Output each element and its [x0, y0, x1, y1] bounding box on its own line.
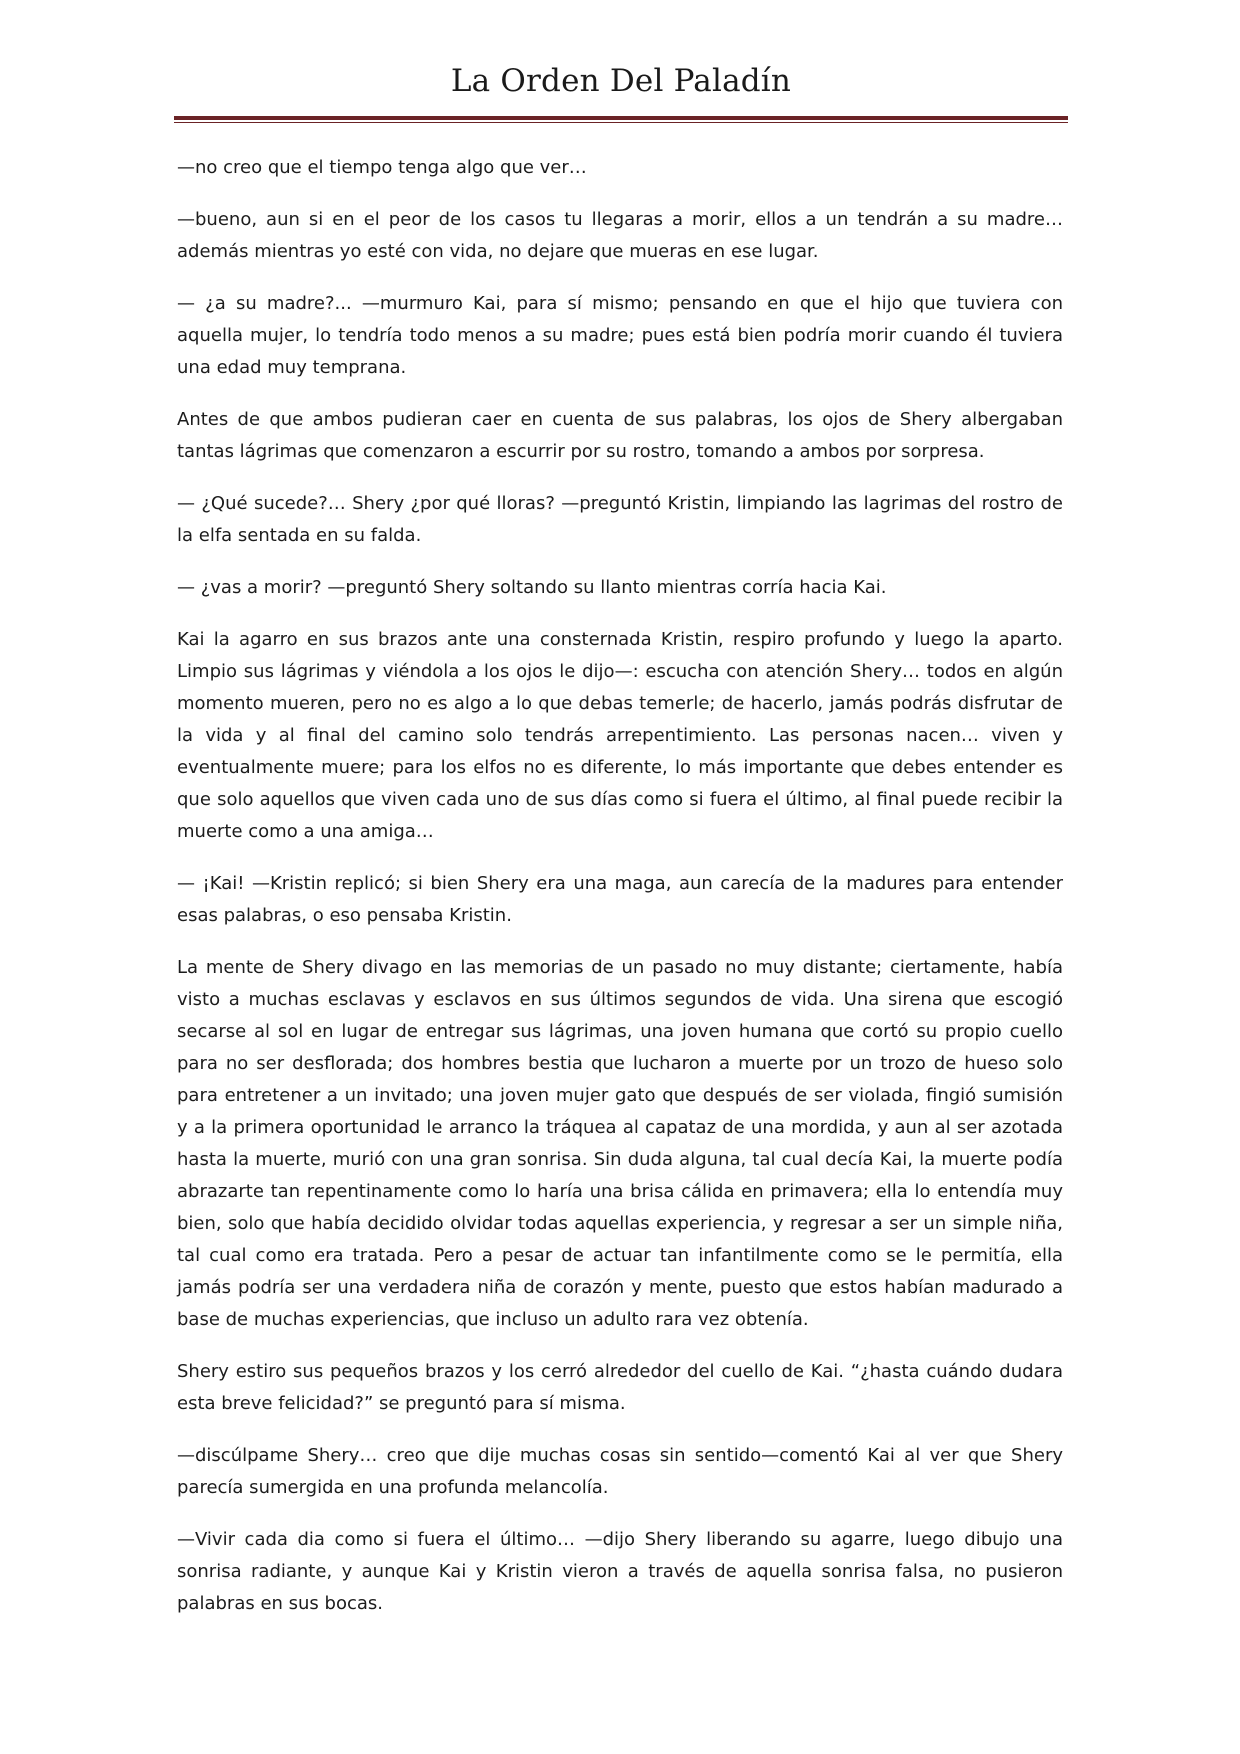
paragraph: La mente de Shery divago en las memorias de un pasado no muy distante; ciertamente, había visto a muchas esclavas y esclavos en sus últimos segundos de vida. Una sirena que escogió secarse al sol en lugar de entregar sus lágrimas, una joven humana que cortó su propio cuello para no ser desflorada; dos hombres bestia que lucharon a muerte por un trozo de hueso solo para entretener a un invitado; una joven mujer gato que después de ser violada, fingió sumisión y a la primera oportunidad le arranco la tráquea al capataz de una mordida, y aun al ser azotada hasta la muerte, murió con una gran sonrisa. Sin duda alguna, tal cual decía Kai, la muerte podía abrazarte tan repentinamente como lo haría una brisa cálida en primavera; ella lo entendía muy bien, solo que había decidido olvidar todas aquellas experiencia, y regresar a ser un simple niña, tal cual como era tratada. Pero a pesar de actuar tan infantilmente como se le permitía, ella jamás podría ser una verdadera niña de corazón y mente, puesto que estos habían madurado a base de muchas experiencias, que incluso un adulto rara vez obtenía. — [177, 957, 1063, 1330]
paragraph: — ¿vas a morir? —preguntó Shery soltando su llanto mientras corría hacia Kai. — [177, 577, 887, 598]
header-rule-thin — [174, 122, 1068, 123]
paragraph: Shery estiro sus pequeños brazos y los cerró alrededor del cuello de Kai. “¿hasta cuándo dudara esta breve felicidad?” se preguntó para sí misma. — [177, 1361, 1063, 1414]
header-rule-thick — [174, 116, 1068, 120]
paragraph: — ¿a su madre?... —murmuro Kai, para sí mismo; pensando en que el hijo que tuviera con aquella mujer, lo tendría todo menos a su madre; pues está bien podría morir cuando él tuviera una edad muy temprana. — [177, 293, 1063, 378]
paragraph: Antes de que ambos pudieran caer en cuenta de sus palabras, los ojos de Shery albergaban tantas lágrimas que comenzaron a escurrir por su rostro, tomando a ambos por sorpresa. — [177, 409, 1063, 462]
body-text — [177, 152, 1063, 1640]
paragraph: Kai la agarro en sus brazos ante una consternada Kristin, respiro profundo y luego la aparto. Limpio sus lágrimas y viéndola a los ojos le dijo—: escucha con atención Shery… todos en algún momento mueren, pero no es algo a lo que debas temerle; de hacerlo, jamás podrás disfrutar de la vida y al final del camino solo tendrás arrepentimiento. Las personas nacen… viven y eventualmente muere; para los elfos no es diferente, lo más importante que debes entender es que solo aquellos que viven cada uno de sus días como si fuera el último, al final puede recibir la muerte como a una amiga… — [177, 629, 1063, 842]
paragraph: — ¡Kai! —Kristin replicó; si bien Shery era una maga, aun carecía de la madures para entender esas palabras, o eso pensaba Kristin. — [177, 873, 1063, 926]
paragraph: —Vivir cada dia como si fuera el último… —dijo Shery liberando su agarre, luego dibujo una sonrisa radiante, y aunque Kai y Kristin vieron a través de aquella sonrisa falsa, no pusieron palabras en sus bocas. — [177, 1529, 1063, 1614]
paragraph: — ¿Qué sucede?… Shery ¿por qué lloras? —preguntó Kristin, limpiando las lagrimas del rostro de la elfa sentada en su falda. — [177, 493, 1063, 546]
paragraph: —discúlpame Shery… creo que dije muchas cosas sin sentido—comentó Kai al ver que Shery parecía sumergida en una profunda melancolía. — [177, 1445, 1063, 1498]
paragraph: —no creo que el tiempo tenga algo que ver… — [177, 157, 587, 178]
book-title: La Orden Del Paladín — [450, 63, 792, 99]
page-header — [174, 63, 1068, 99]
paragraph: —bueno, aun si en el peor de los casos tu llegaras a morir, ellos a un tendrán a su madre… además mientras yo esté con vida, no dejare que mueras en ese lugar. — [177, 209, 1063, 262]
